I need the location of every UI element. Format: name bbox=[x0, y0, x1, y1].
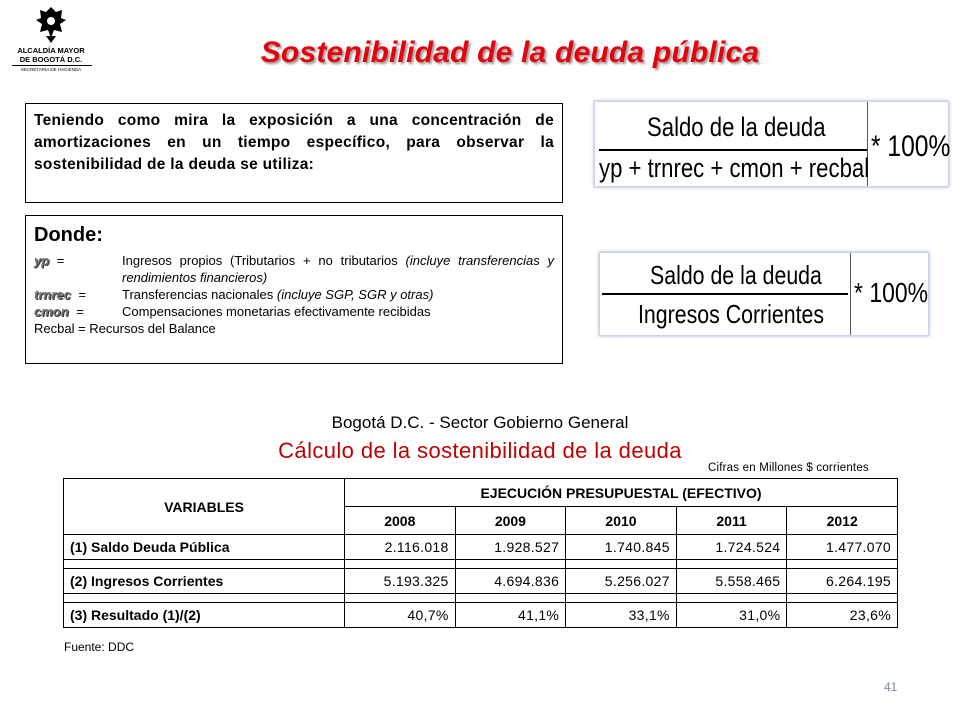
logo-line-1: ALCALDÍA MAYOR bbox=[17, 46, 85, 55]
cell-value: 40,7% bbox=[345, 603, 456, 628]
cell-value: 6.264.195 bbox=[787, 569, 898, 594]
definition-desc-italic: (incluye transferencias y rendimientos financieros) bbox=[122, 253, 554, 285]
intro-box: Teniendo como mira la exposición a una concentración de amortizaciones en un tiempo específico, para observar la sostenibilidad de la deuda se utiliza: bbox=[25, 103, 563, 203]
header-variables: VARIABLES bbox=[64, 479, 345, 535]
cell-value: 33,1% bbox=[566, 603, 677, 628]
cell-value: 5.193.325 bbox=[345, 569, 456, 594]
cell-value: 4.694.836 bbox=[455, 569, 566, 594]
definition-desc-italic: (incluye SGP, SGR y otras) bbox=[276, 287, 434, 302]
row-spacer bbox=[64, 594, 898, 603]
cell-value: 23,6% bbox=[787, 603, 898, 628]
row-label: (2) Ingresos Corrientes bbox=[64, 569, 345, 594]
definitions-heading: Donde: bbox=[34, 224, 103, 246]
table-row bbox=[64, 569, 898, 594]
definition-yp bbox=[34, 252, 554, 286]
header-year: 2011 bbox=[676, 507, 787, 535]
alcaldia-logo bbox=[6, 4, 96, 76]
definition-equals: = bbox=[78, 287, 87, 302]
logo-line-2: DE BOGOTÁ D.C. bbox=[19, 55, 83, 64]
formula-separator bbox=[850, 253, 851, 335]
definition-cmon bbox=[34, 303, 554, 320]
debt-sustainability-table bbox=[63, 478, 898, 628]
formula-current-income bbox=[599, 252, 929, 336]
table-subtitle: Cálculo de la sostenibilidad de la deuda bbox=[278, 438, 682, 463]
formula-multiplier: * 100% bbox=[854, 277, 929, 308]
cell-value: 1.724.524 bbox=[676, 535, 787, 560]
units-note: Cifras en Millones $ corrientes bbox=[708, 462, 869, 474]
cell-value: 5.256.027 bbox=[566, 569, 677, 594]
page-number: 41 bbox=[884, 680, 898, 694]
formula-numerator: Saldo de la deuda bbox=[647, 112, 826, 142]
definitions-box bbox=[25, 215, 563, 364]
definition-equals: = bbox=[76, 304, 84, 319]
row-label: (3) Resultado (1)/(2) bbox=[64, 603, 345, 628]
cell-value: 1.740.845 bbox=[566, 535, 677, 560]
source-note: Fuente: DDC bbox=[64, 640, 135, 654]
table-row bbox=[64, 535, 898, 560]
definition-term: yp bbox=[34, 253, 50, 268]
definition-desc: Compensaciones monetarias efectivamente recibidas bbox=[122, 304, 431, 319]
fraction-line bbox=[602, 293, 848, 295]
formula-numerator: Saldo de la deuda bbox=[650, 260, 822, 290]
header-year: 2008 bbox=[345, 507, 456, 535]
definition-desc-text: Transferencias nacionales bbox=[122, 287, 274, 302]
header-year: 2010 bbox=[566, 507, 677, 535]
header-year: 2009 bbox=[455, 507, 566, 535]
page-title: Sostenibilidad de la deuda pública bbox=[260, 36, 760, 69]
definition-desc-text: Ingresos propios (Tributarios + no tributarios bbox=[122, 253, 398, 268]
table-row bbox=[64, 603, 898, 628]
header-execution: EJECUCIÓN PRESUPUESTAL (EFECTIVO) bbox=[345, 479, 898, 507]
cell-value: 1.477.070 bbox=[787, 535, 898, 560]
cell-value: 2.116.018 bbox=[345, 535, 456, 560]
formula-multiplier: * 100% bbox=[871, 130, 951, 163]
row-spacer bbox=[64, 560, 898, 569]
logo-line-3: SECRETARÍA DE HACIENDA bbox=[20, 67, 82, 72]
header-year: 2012 bbox=[787, 507, 898, 535]
row-label: (1) Saldo Deuda Pública bbox=[64, 535, 345, 560]
definition-desc bbox=[122, 252, 554, 286]
definition-term: trnrec bbox=[34, 287, 71, 302]
cell-value: 31,0% bbox=[676, 603, 787, 628]
cell-value: 41,1% bbox=[455, 603, 566, 628]
table-title: Bogotá D.C. - Sector Gobierno General bbox=[331, 413, 629, 432]
cell-value: 1.928.527 bbox=[455, 535, 566, 560]
formula-total-income bbox=[594, 101, 949, 187]
definition-trnrec bbox=[34, 286, 554, 303]
cell-value: 5.558.465 bbox=[676, 569, 787, 594]
definition-recbal: Recbal = Recursos del Balance bbox=[34, 321, 216, 336]
definition-desc bbox=[122, 286, 433, 303]
logo-divider bbox=[12, 65, 92, 66]
definition-term: cmon bbox=[34, 304, 69, 319]
coat-of-arms-icon bbox=[34, 4, 68, 44]
formula-denominator: Ingresos Corrientes bbox=[638, 299, 825, 329]
fraction-line bbox=[599, 149, 867, 151]
definition-equals: = bbox=[56, 253, 65, 268]
formula-denominator: yp + trnrec + cmon + recbal bbox=[599, 153, 870, 183]
